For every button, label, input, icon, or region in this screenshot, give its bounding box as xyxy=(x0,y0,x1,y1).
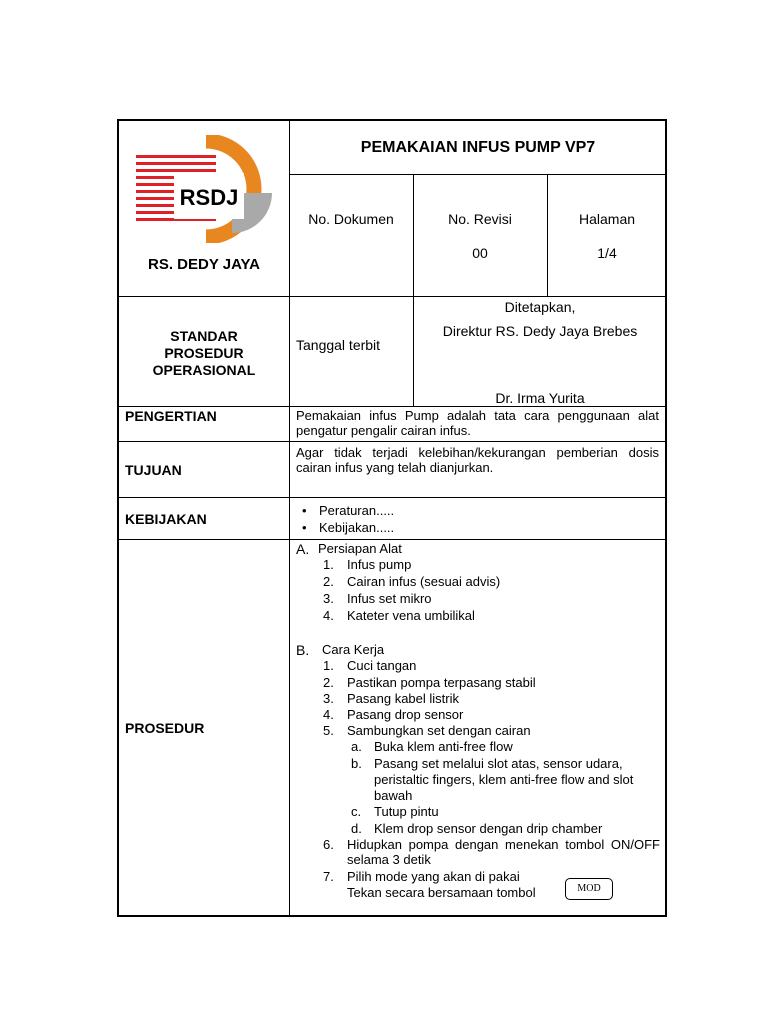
list-number: 2. xyxy=(323,574,334,589)
document-title: PEMAKAIAN INFUS PUMP VP7 xyxy=(360,139,596,156)
sub-item: Klem drop sensor dengan drip chamber xyxy=(374,821,603,836)
tujuan-label: TUJUAN xyxy=(125,462,182,478)
prosedur-label: PROSEDUR xyxy=(125,720,205,736)
list-number: 1. xyxy=(323,557,334,572)
pengertian-text: Pemakaian infus Pump adalah tata cara penggunaan alat pengatur pengalir cairan infus. xyxy=(296,408,659,438)
divider xyxy=(289,121,290,917)
pengertian-label: PENGERTIAN xyxy=(125,408,217,424)
list-item: Cuci tangan xyxy=(347,658,417,673)
list-item: Hidupkan pompa dengan menekan tombol ON/OFF selama 3 detik xyxy=(347,837,660,867)
no-dokumen-label: No. Dokumen xyxy=(308,211,394,227)
bullet: • xyxy=(302,503,307,518)
divider xyxy=(547,174,548,296)
list-item: Pasang drop sensor xyxy=(347,707,464,722)
sop-title-line: STANDAR xyxy=(170,328,238,344)
divider xyxy=(119,441,667,442)
list-item-continuation: Tekan secara bersamaan tombol xyxy=(347,885,536,900)
hospital-name: RS. DEDY JAYA xyxy=(147,256,260,273)
divider xyxy=(119,296,667,297)
sub-letter: d. xyxy=(351,821,362,836)
kebijakan-item: Kebijakan..... xyxy=(319,520,395,535)
list-item: Cairan infus (sesuai advis) xyxy=(347,574,501,589)
list-number: 5. xyxy=(323,723,334,738)
list-item: Pastikan pompa terpasang stabil xyxy=(347,675,536,690)
ditetapkan-label: Ditetapkan, xyxy=(504,299,576,315)
sub-item: Tutup pintu xyxy=(374,804,439,819)
list-number: 7. xyxy=(323,869,334,884)
section-marker: B. xyxy=(296,642,310,658)
direktur-label: Direktur RS. Dedy Jaya Brebes xyxy=(442,323,638,339)
divider xyxy=(119,406,667,407)
section-title: Cara Kerja xyxy=(322,642,385,657)
sop-title-line: OPERASIONAL xyxy=(152,362,256,378)
logo-text: RSDJ xyxy=(179,185,239,210)
sub-letter: a. xyxy=(351,739,362,754)
no-revisi-value: 00 xyxy=(472,245,488,261)
bullet: • xyxy=(302,520,307,535)
sop-title-line: PROSEDUR xyxy=(164,345,244,361)
list-number: 4. xyxy=(323,707,334,722)
list-item: Pasang kabel listrik xyxy=(347,691,459,706)
sub-letter: b. xyxy=(351,756,362,771)
no-revisi-label: No. Revisi xyxy=(448,211,512,227)
section-marker: A. xyxy=(296,541,310,557)
list-number: 1. xyxy=(323,658,334,673)
hospital-logo xyxy=(136,135,276,243)
list-number: 4. xyxy=(323,608,334,623)
mod-button-graphic: MOD xyxy=(565,878,613,900)
list-number: 2. xyxy=(323,675,334,690)
list-item: Sambungkan set dengan cairan xyxy=(347,723,531,738)
section-title: Persiapan Alat xyxy=(318,541,402,556)
signer-name: Dr. Irma Yurita xyxy=(495,390,585,406)
kebijakan-item: Peraturan..... xyxy=(319,503,395,518)
sub-item: Pasang set melalui slot atas, sensor udara, peristaltic fingers, klem anti-free flow and slot bawah xyxy=(374,756,634,803)
kebijakan-label: KEBIJAKAN xyxy=(125,511,207,527)
tanggal-terbit-label: Tanggal terbit xyxy=(296,337,381,353)
list-item: Kateter vena umbilikal xyxy=(347,608,475,623)
halaman-value: 1/4 xyxy=(597,245,617,261)
divider xyxy=(289,174,667,175)
sub-letter: c. xyxy=(351,804,362,819)
halaman-label: Halaman xyxy=(578,211,636,227)
divider xyxy=(413,174,414,406)
tujuan-text: Agar tidak terjadi kelebihan/kekurangan pemberian dosis cairan infus yang telah dianjurkan. xyxy=(296,445,659,475)
list-item: Infus pump xyxy=(347,557,412,572)
list-item: Pilih mode yang akan di pakai xyxy=(347,869,520,884)
list-number: 6. xyxy=(323,837,334,852)
list-number: 3. xyxy=(323,691,334,706)
divider xyxy=(119,539,667,540)
list-number: 3. xyxy=(323,591,334,606)
sop-document xyxy=(117,119,667,917)
divider xyxy=(119,497,667,498)
sub-item: Buka klem anti-free flow xyxy=(374,739,513,754)
list-item: Infus set mikro xyxy=(347,591,432,606)
